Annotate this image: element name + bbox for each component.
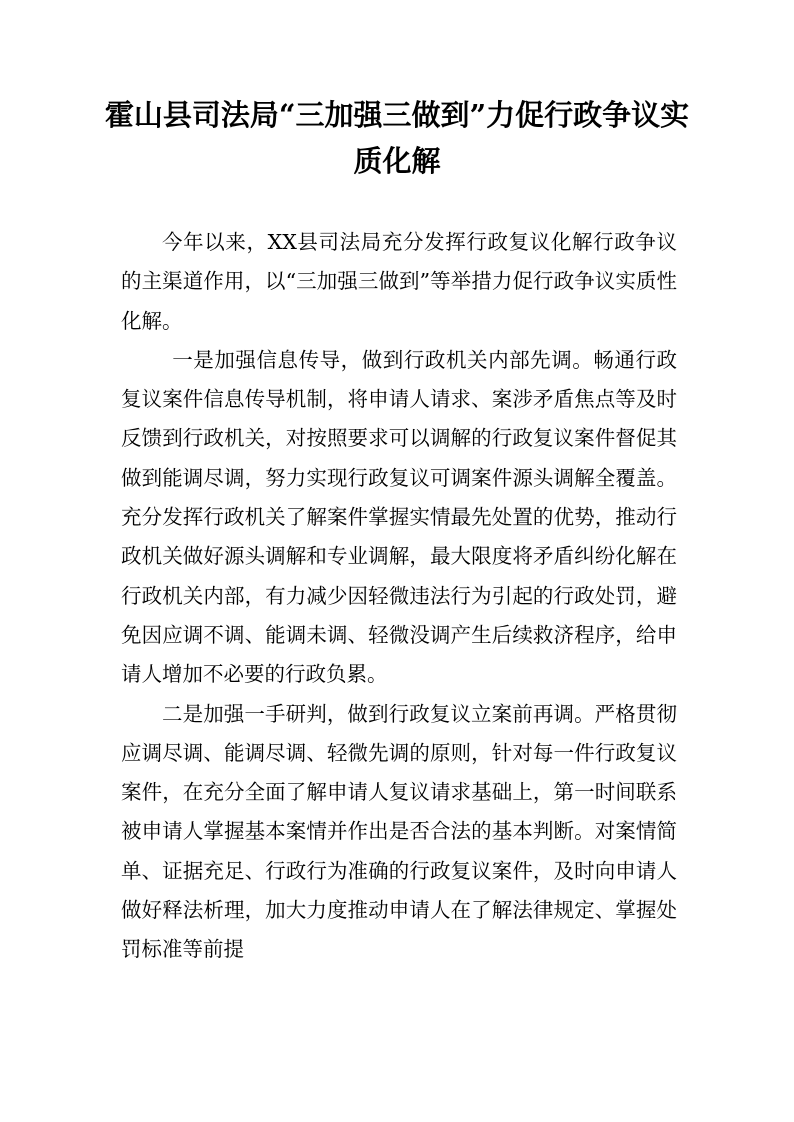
document-title: 霍山县司法局“三加强三做到”力促行政争议实质化解 [104, 98, 690, 178]
document-body [121, 223, 677, 970]
paragraph-point-one: 一是加强信息传导，做到行政机关内部先调。畅通行政复议案件信息传导机制，将申请人请求、案涉矛盾焦点等及时反馈到行政机关，对按照要求可以调解的行政复议案件督促其做到能调尽调，努力实现行政复议可调案件源头调解全覆盖。充分发挥行政机关了解案件掌握实情最先处置的优势，推动行政机关做好源头调解和专业调解，最大限度将矛盾纠纷化解在行政机关内部，有力减少因轻微违法行为引起的行政处罚，避免因应调不调、能调未调、轻微没调产生后续救济程序，给申请人增加不必要的行政负累。 [121, 347, 677, 687]
paragraph-intro: 今年以来，XX县司法局充分发挥行政复议化解行政争议的主渠道作用，以“三加强三做到”等举措力促行政争议实质性化解。 [121, 230, 677, 333]
paragraph-point-two: 二是加强一手研判，做到行政复议立案前再调。严格贯彻应调尽调、能调尽调、轻微先调的原则，针对每一件行政复议案件，在充分全面了解申请人复议请求基础上，第一时间联系被申请人掌握基本案情并作出是否合法的基本判断。对案情简单、证据充足、行政行为准确的行政复议案件，及时向申请人做好释法析理，加大力度推动申请人在了解法律规定、掌握处罚标准等前提 [121, 701, 677, 962]
